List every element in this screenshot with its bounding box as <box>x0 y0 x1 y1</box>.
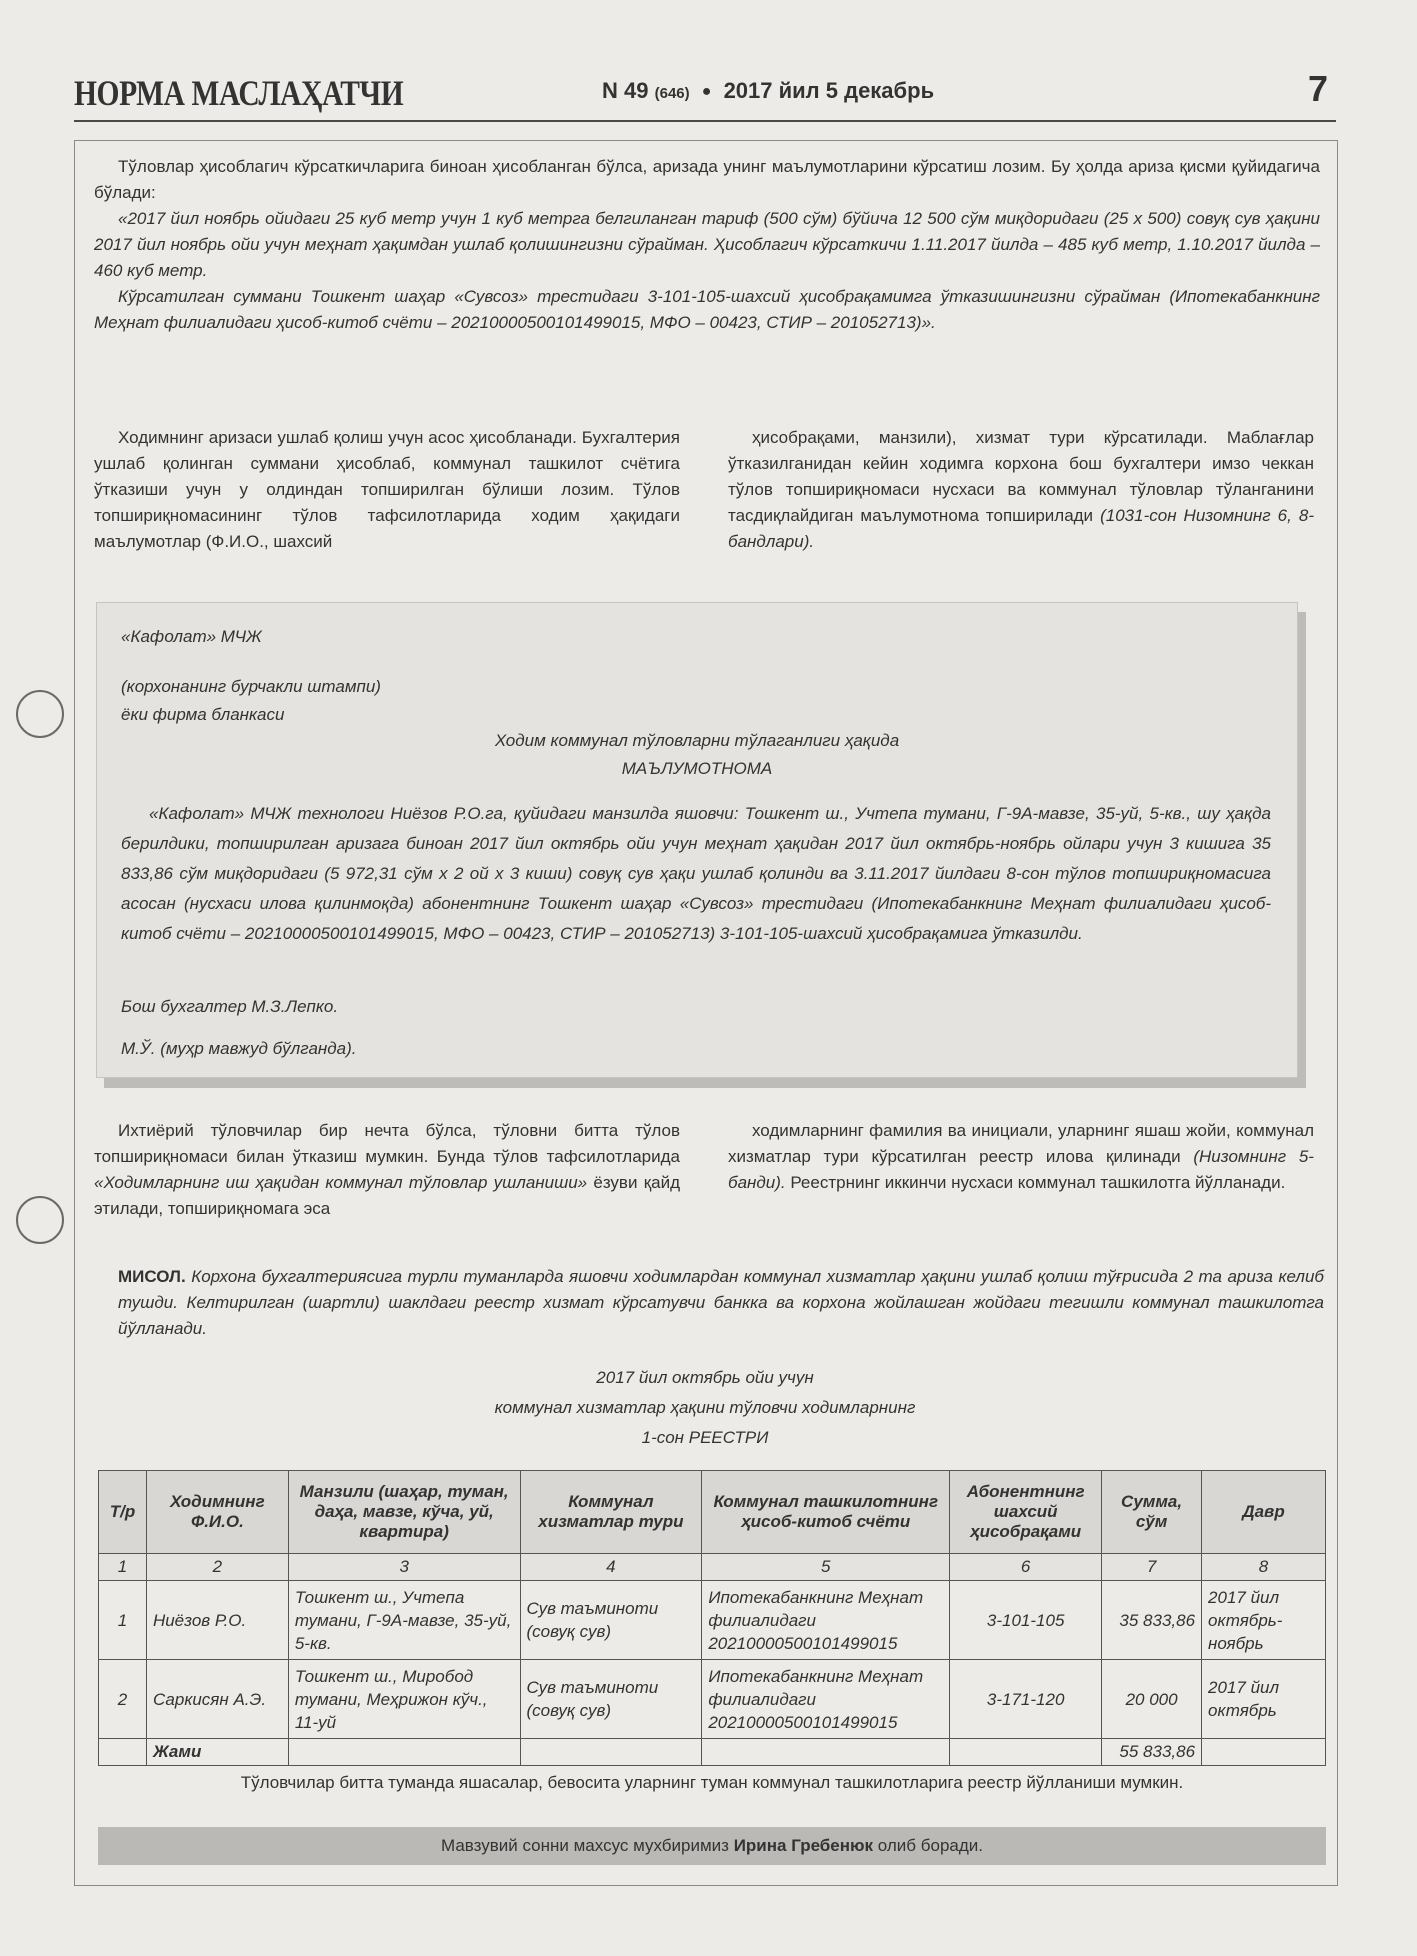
bullet-icon: ● <box>701 83 712 100</box>
paragraph <box>94 1118 680 1222</box>
stamp-note: ёки фирма бланкаси <box>121 705 285 724</box>
section2-left-column <box>94 1118 680 1222</box>
cell-employee: Ниёзов Р.О. <box>146 1581 288 1660</box>
payment-detail-quote: «Ходимларнинг иш ҳақидан коммунал тўловлар ушланиши» <box>94 1173 588 1192</box>
registry-caption: коммунал хизматлар ҳақини тўловчи ходимларнинг <box>494 1398 916 1417</box>
example-paragraph <box>118 1264 1324 1342</box>
cell-period: 2017 йил октябрь-ноябрь <box>1202 1581 1326 1660</box>
column-header: Давр <box>1202 1471 1326 1554</box>
publication-title: НОРМА МАСЛАҲАТЧИ <box>74 73 404 113</box>
column-number: 3 <box>288 1554 520 1581</box>
intro-paragraph: Тўловлар ҳисоблагич кўрсаткичларига биноан ҳисобланган бўлса, аризада унинг маълумотларини кўрсатиш лозим. Бу ҳолда ариза қисми қуйидагича бўлади: <box>94 157 1320 202</box>
cell-bank-account: Ипотекабанкнинг Меҳнат филиалидаги 20210000500101499015 <box>702 1581 950 1660</box>
paragraph-text: ҳисобрақами, манзили), хизмат тури кўрсатилади. Маблағлар ўтказилганидан кейин ходимга корхона бош бухгалтери имзо чеккан тўлов топшириқномаси нусхаси ва коммунал тўловлар тўланганини тасдиқлайдиган маълумотнома топширилади <box>728 428 1314 525</box>
seal-line: М.Ў. (муҳр мавжуд бўлганда). <box>121 1039 357 1058</box>
certificate-subtitle: Ходим коммунал тўловларни тўлаганлиги ҳақида <box>494 731 900 750</box>
certificate-title: МАЪЛУМОТНОМА <box>621 759 773 778</box>
issue-info <box>602 78 934 104</box>
legal-reference: (Низомнинг 5-банди). <box>728 1147 1314 1192</box>
empty-cell <box>520 1739 702 1766</box>
paragraph-text: Реестрнинг иккинчи нусхаси коммунал ташкилотга йўлланади. <box>790 1173 1286 1192</box>
empty-cell <box>702 1739 950 1766</box>
column-number: 2 <box>146 1554 288 1581</box>
cell-index: 2 <box>99 1660 147 1739</box>
issue-total: (646) <box>654 85 690 102</box>
binder-hole-icon <box>16 690 64 738</box>
intro-block <box>94 154 1320 336</box>
cell-address: Тошкент ш., Миробод тумани, Меҳрижон кўч., 11-уй <box>288 1660 520 1739</box>
empty-cell <box>950 1739 1102 1766</box>
empty-cell <box>288 1739 520 1766</box>
closing-note: Тўловчилар битта туманда яшасалар, бевосита уларнинг туман коммунал ташкилотларига реестр йўлланиши мумкин. <box>240 1773 1184 1792</box>
cell-service: Сув таъминоти (совуқ сув) <box>520 1660 702 1739</box>
column-number: 6 <box>950 1554 1102 1581</box>
cell-address: Тошкент ш., Учтепа тумани, Г-9А-мавзе, 35-уй, 5-кв. <box>288 1581 520 1660</box>
cell-employee: Саркисян А.Э. <box>146 1660 288 1739</box>
paragraph <box>728 1118 1314 1196</box>
column-header: Ходимнинг Ф.И.О. <box>146 1471 288 1554</box>
section2-right-column <box>728 1118 1314 1196</box>
example-text: Корхона бухгалтериясига турли туманларда яшовчи ходимлардан коммунал хизматлар ҳақини ушлаб қолиш тўғрисида 2 та ариза келиб тушди. Келтирилган (шартли) шаклдаги реестр хизмат кўрсатувчи банкка ва корхона жойлашган жойдаги тегишли коммунал ташкилотга йўлланади. <box>118 1267 1324 1338</box>
author-name: Ирина Гребенюк <box>733 1836 874 1855</box>
cell-service: Сув таъминоти (совуқ сув) <box>520 1581 702 1660</box>
column-number-row <box>99 1554 1326 1581</box>
column-header: Абонентнинг шахсий ҳисобрақами <box>950 1471 1102 1554</box>
column-header: Сумма, сўм <box>1102 1471 1202 1554</box>
column-header: Т/р <box>99 1471 147 1554</box>
cell-amount: 20 000 <box>1102 1660 1202 1739</box>
issue-date: 2017 йил 5 декабрь <box>723 78 935 103</box>
issue-number: N 49 <box>602 78 649 103</box>
certificate-text: «Кафолат» МЧЖ технологи Ниёзов Р.О.га, қуйидаги манзилда яшовчи: Тошкент ш., Учтепа тумани, Г-9А-мавзе, 35-уй, 5-кв., шу ҳақда берилдики, топширилган аризага биноан 2017 йил октябрь ойи учун меҳнат ҳақидан 2017 йил октябрь-ноябрь ойлари учун 3 кишига 35 833,86 сўм миқдоридаги (5 972,31 сўм x 2 ой x 3 киши) совуқ сув ҳақи ушлаб қолинди ва 3.11.2017 йилдаги 8-сон тўлов топшириқномасига асосан (нусхаси илова қилинмоқда) абонентнинг Тошкент шаҳар «Сувсоз» трестидаги (Ипотекабанкнинг Меҳнат филиалидаги ҳисоб-китоб счёти – 20210000500101499015, МФО – 00423, СТИР – 201052713) 3-101-105-шахсий ҳисобрақамига ўтказилди. <box>121 804 1271 943</box>
paragraph <box>728 425 1314 555</box>
registry-caption: 2017 йил октябрь ойи учун <box>596 1368 814 1387</box>
total-row <box>99 1739 1326 1766</box>
column-header: Коммунал хизматлар тури <box>520 1471 702 1554</box>
column-number: 1 <box>99 1554 147 1581</box>
table-row <box>99 1660 1326 1739</box>
page-number: 7 <box>1307 68 1328 109</box>
certificate-sample <box>96 602 1298 1078</box>
paragraph-text: ёзуви қайд этилади, топшириқномага эса <box>94 1173 681 1218</box>
column-header: Манзили (шаҳар, туман, даҳа, мавзе, кўча, уй, квартира) <box>288 1471 520 1554</box>
cell-period: 2017 йил октябрь <box>1202 1660 1326 1739</box>
section1-right-column <box>728 425 1314 555</box>
cell-amount: 35 833,86 <box>1102 1581 1202 1660</box>
column-number: 8 <box>1202 1554 1326 1581</box>
footer-suffix: олиб боради. <box>877 1836 983 1855</box>
table-header-row <box>99 1471 1326 1554</box>
empty-cell <box>1202 1739 1326 1766</box>
page-header <box>74 68 1336 122</box>
paragraph-text: Ихтиёрий тўловчилар бир нечта бўлса, тўловни битта тўлов топшириқномаси билан ўтказиш мумкин. Бунда тўлов тафсилотларида <box>94 1121 680 1166</box>
certificate-body <box>121 799 1271 949</box>
stamp-note: (корхонанинг бурчакли штампи) <box>121 677 381 696</box>
column-number: 4 <box>520 1554 702 1581</box>
table-row <box>99 1581 1326 1660</box>
registry-table <box>98 1470 1326 1766</box>
total-label: Жами <box>146 1739 288 1766</box>
application-quote: Кўрсатилган суммани Тошкент шаҳар «Сувсоз» трестидаги 3-101-105-шахсий ҳисобрақамимга ўтказишингизни сўрайман (Ипотекабанкнинг Меҳнат филиалидаги ҳисоб-китоб счёти – 20210000500101499015, МФО – 00423, СТИР – 201052713)». <box>94 287 1320 332</box>
section1-left-column <box>94 425 680 555</box>
footer-text: Мавзувий сонни махсус мухбиримиз <box>440 1836 729 1855</box>
paragraph-text: ходимларнинг фамилия ва инициали, уларнинг яшаш жойи, коммунал хизматлар тури кўрсатилган реестр илова қилинади <box>728 1121 1314 1166</box>
application-quote: «2017 йил ноябрь ойидаги 25 куб метр учун 1 куб метрга белгиланган тариф (500 сўм) бўйича 12 500 сўм миқдоридаги (25 x 500) совуқ сув ҳақини 2017 йил ноябрь ойи учун меҳнат ҳақимдан ушлаб қолишингизни сўрайман. Ҳисоблагич кўрсаткичи 1.11.2017 йилда – 485 куб метр, 1.10.2017 йилда – 460 куб метр. <box>94 209 1320 280</box>
binder-hole-icon <box>16 1196 64 1244</box>
total-value: 55 833,86 <box>1102 1739 1202 1766</box>
column-number: 5 <box>702 1554 950 1581</box>
empty-cell <box>99 1739 147 1766</box>
paragraph: Ходимнинг аризаси ушлаб қолиш учун асос ҳисобланади. Бухгалтерия ушлаб қолинган суммани ҳисоблаб, коммунал ташкилот счётига ўтказиши учун у олдиндан топширилган бўлиши лозим. Тўлов топшириқномасининг тўлов тафсилотларида ходим ҳақидаги маълумотлар (Ф.И.О., шахсий <box>94 428 680 551</box>
column-number: 7 <box>1102 1554 1202 1581</box>
cell-personal-account: 3-171-120 <box>950 1660 1102 1739</box>
legal-reference: (1031-сон Низомнинг 6, 8-бандлари). <box>728 506 1314 551</box>
cell-bank-account: Ипотекабанкнинг Меҳнат филиалидаги 20210000500101499015 <box>702 1660 950 1739</box>
footer-banner <box>98 1827 1326 1865</box>
company-name: «Кафолат» МЧЖ <box>121 627 262 646</box>
cell-index: 1 <box>99 1581 147 1660</box>
column-header: Коммунал ташкилотнинг ҳисоб-китоб счёти <box>702 1471 950 1554</box>
registry-title: 1-сон РЕЕСТРИ <box>641 1428 769 1447</box>
signature-line: Бош бухгалтер М.З.Лепко. <box>121 997 339 1016</box>
example-label: МИСОЛ. <box>118 1267 186 1286</box>
cell-personal-account: 3-101-105 <box>950 1581 1102 1660</box>
